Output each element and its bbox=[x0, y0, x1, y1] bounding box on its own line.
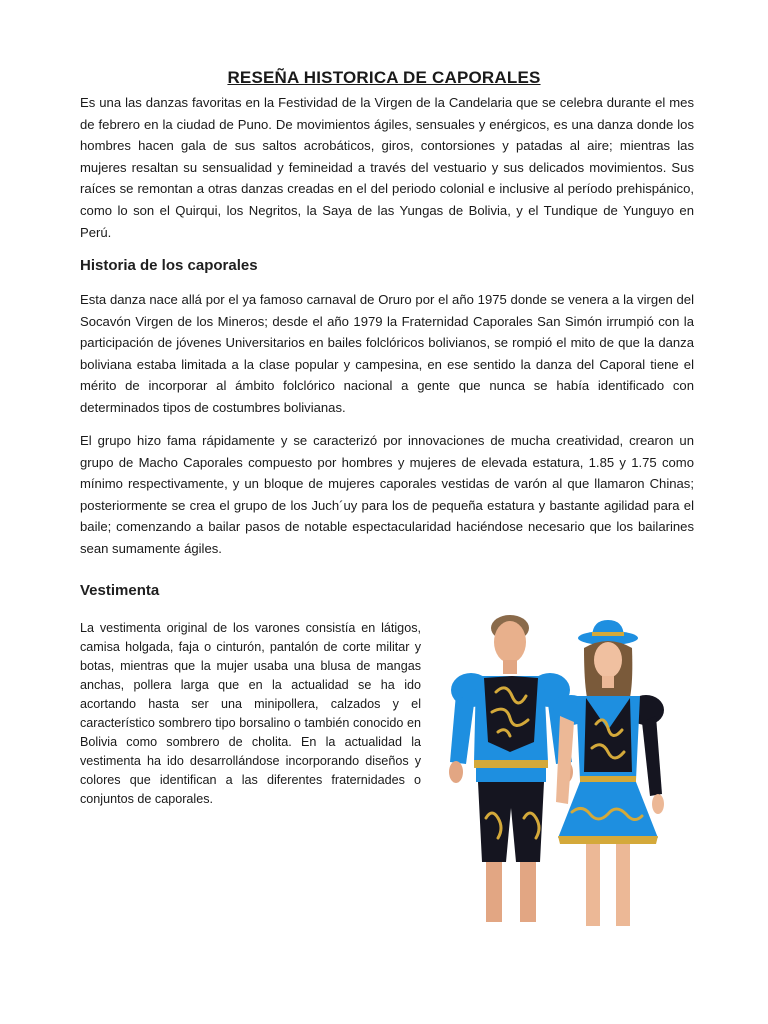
history-paragraph-1: Esta danza nace allá por el ya famoso carnaval de Oruro por el año 1975 donde se venera a la virgen del Socavón Virgen de los Mineros; desde el año 1979 la Fraternidad Caporales San Simón irrumpió con la participación de jóvenes Universitarios en bailes folclóricos bolivianos, se rompió el mito de que la danza boliviana estaba limitada a la clase popular y campesina, en ese sentido la danza del Caporal tiene el mérito de incorporar al ámbito folclórico nacional a gente que nunca se había identificado con determinados tipos de costumbres bolivianas. bbox=[80, 292, 694, 415]
male-mannequin-figure bbox=[449, 615, 573, 922]
clothing-heading: Vestimenta bbox=[80, 582, 160, 599]
intro-paragraph: Es una las danzas favoritas en la Festividad de la Virgen de la Candelaria que se celebra durante el mes de febrero en la ciudad de Puno. De movimientos ágiles, sensuales y enérgicos, es una danza donde los hombres hacen gala de sus saltos acrobáticos, giros, contorsiones y patadas al aire; mientras las mujeres resaltan su sensualidad y femineidad a través del vestuario y sus delicados movimientos. Sus raíces se remontan a otras danzas creadas en el del periodo colonial e inclusive al período prehispánico, como lo son el Quirqui, los Negritos, la Saya de las Yungas de Bolivia, y el Tundique de Yunguyo en Perú. bbox=[80, 95, 694, 240]
history-paragraph-2: El grupo hizo fama rápidamente y se caracterizó por innovaciones de mucha creatividad, crearon un grupo de Macho Caporales compuesto por hombres y mujeres de elevada estatura, 1.85 y 1.75 como mínimo respectivamente, y un bloque de mujeres caporales vestidas de varón al que llamaron Chinas; posteriormente se crea el grupo de los Juch´uy para los de pequeña estatura y bastante agilidad para el baile; comenzando a bailar pasos de notable espectacularidad haciéndose necesario que los bailarines sean sumamente ágiles. bbox=[80, 433, 694, 556]
caporales-costume-image bbox=[440, 612, 676, 934]
female-mannequin-figure bbox=[553, 620, 664, 926]
page-title: RESEÑA HISTORICA DE CAPORALES bbox=[227, 68, 541, 88]
clothing-paragraph: La vestimenta original de los varones consistía en látigos, camisa holgada, faja o cinturón, pantalón de corte militar y botas, mientras que la mujer usaba una blusa de mangas anchas, pollera larga que en la actualidad se ha ido acortando hasta ser una minipollera, calzados y el característico sombrero tipo borsalino o también conocido en Bolivia como sombrero de cholita. En la actualidad la vestimenta ha ido desarrollándose incorporando diseños y colores que identifican a las diferentes fraternidades o conjuntos de caporales. bbox=[80, 621, 421, 806]
history-heading: Historia de los caporales bbox=[80, 257, 258, 274]
